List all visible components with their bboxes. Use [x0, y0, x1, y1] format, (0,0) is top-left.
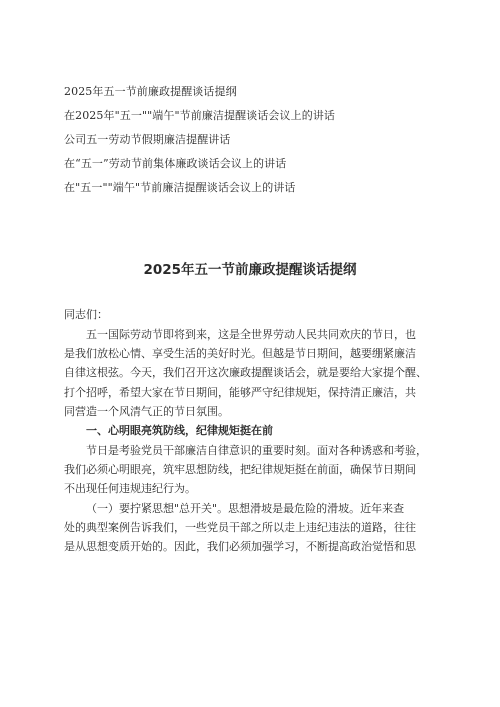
greeting: 同志们：	[64, 308, 108, 321]
toc-item: 2025年五一节前廉政提醒谈话提纲	[64, 85, 237, 98]
toc-item: 公司五一劳动节假期廉洁提醒讲话	[64, 133, 231, 146]
paragraph-line: 五一国际劳动节即将到来，这是全世界劳动人民共同欢庆的节日，也	[86, 328, 416, 341]
subsection-paragraph	[64, 499, 445, 557]
document-body	[64, 307, 445, 556]
section-heading: 一、心明眼亮筑防线，纪律规矩挺在前	[86, 424, 273, 438]
paragraph-line: 打个招呼，希望大家在节日期间，能够严守纪律规矩，保持清正廉洁，共	[64, 385, 416, 399]
document-title: 2025年五一节前廉政提醒谈话提纲	[143, 262, 357, 278]
section-paragraph	[64, 441, 445, 499]
toc-item: 在"五一""端午"节前廉洁提醒谈话会议上的讲话	[64, 181, 296, 194]
toc-item: 在2025年"五一""端午"节前廉洁提醒谈话会议上的讲话	[64, 109, 336, 122]
paragraph-line: 是从思想变质开始的。因此，我们必须加强学习，不断提高政治觉悟和思	[64, 540, 416, 554]
paragraph-line: 不出现任何违规违纪行为。	[64, 482, 196, 496]
paragraph-line: 处的典型案例告诉我们，一些党员干部之所以走上违纪违法的道路，往往	[64, 520, 416, 534]
paragraph-line: 是我们放松心情、享受生活的美好时光。但越是节日期间，越要绷紧廉洁	[64, 347, 416, 361]
paragraph-line: 同营造一个风清气正的节日氛围。	[64, 404, 229, 418]
table-of-contents	[64, 86, 444, 206]
paragraph-line: 我们必须心明眼亮，筑牢思想防线，把纪律规矩挺在前面，确保节日期间	[64, 463, 416, 477]
paragraph-line: （一）要拧紧思想"总开关"。思想滑坡是最危险的滑坡。近年来查	[86, 501, 405, 515]
paragraph-line: 自律这根弦。今天，我们召开这次廉政提醒谈话会，就是要给大家提个醒、	[64, 366, 427, 380]
intro-paragraph	[64, 325, 445, 421]
toc-item: 在“五一”劳动节前集体廉政谈话会议上的讲话	[64, 157, 287, 170]
paragraph-line: 节日是考验党员干部廉洁自律意识的重要时刻。面对各种诱惑和考验，	[86, 444, 427, 458]
